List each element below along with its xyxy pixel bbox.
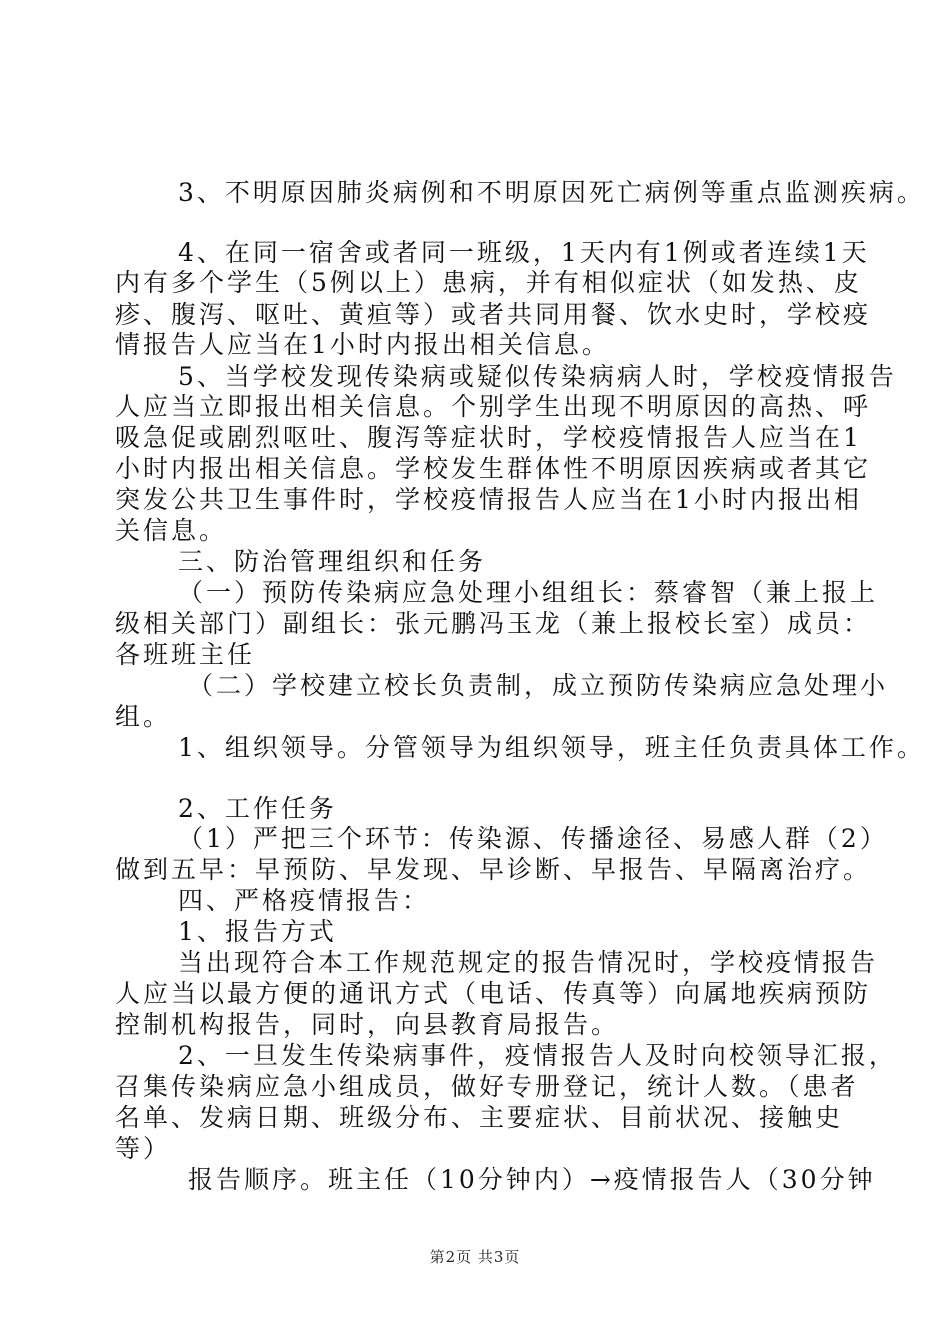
paragraph-line: 人应当立即报出相关信息。个别学生出现不明原因的高热、呼 xyxy=(115,392,872,421)
paragraph-line: 组。 xyxy=(115,702,172,731)
page-footer: 第2页 共3页 xyxy=(429,1248,521,1266)
section-heading: 四、严格疫情报告： xyxy=(178,886,431,915)
paragraph-line: 内有多个学生（5例以上）患病，并有相似症状（如发热、皮 xyxy=(115,268,862,297)
paragraph-line: 3、不明原因肺炎病例和不明原因死亡病例等重点监测疾病。 xyxy=(178,178,925,207)
paragraph-line: 级相关部门）副组长：张元鹏冯玉龙（兼上报校长室）成员： xyxy=(115,609,872,638)
paragraph-line: （1）严把三个环节：传染源、传播途径、易感人群（2） xyxy=(178,824,888,853)
paragraph-line: 1、组织领导。分管领导为组织领导，班主任负责具体工作。 xyxy=(178,733,925,762)
paragraph-line: 报告顺序。班主任（10分钟内）→疫情报告人（30分钟 xyxy=(188,1165,876,1194)
paragraph-line: 5、当学校发现传染病或疑似传染病病人时，学校疫情报告 xyxy=(178,362,897,391)
paragraph-line: 做到五早：早预防、早发现、早诊断、早报告、早隔离治疗。 xyxy=(115,855,872,884)
paragraph-line: （一）预防传染病应急处理小组组长：蔡睿智（兼上报上 xyxy=(178,578,879,607)
paragraph-line: （二）学校建立校长负责制，成立预防传染病应急处理小 xyxy=(188,671,889,700)
section-heading: 三、防治管理组织和任务 xyxy=(178,547,487,576)
paragraph-line: 召集传染病应急小组成员，做好专册登记，统计人数。（患者 xyxy=(115,1072,859,1101)
paragraph-line: 关信息。 xyxy=(115,516,228,545)
paragraph-line: 突发公共卫生事件时，学校疫情报告人应当在1小时内报出相 xyxy=(115,485,862,514)
paragraph-line: 小时内报出相关信息。学校发生群体性不明原因疾病或者其它 xyxy=(115,454,872,483)
paragraph-line: 吸急促或剧烈呕吐、腹泻等症状时，学校疫情报告人应当在1 xyxy=(115,423,862,452)
paragraph-line: 各班班主任 xyxy=(115,640,256,669)
paragraph-line: 2、工作任务 xyxy=(178,794,337,823)
paragraph-line: 等） xyxy=(115,1134,172,1163)
paragraph-line: 1、报告方式 xyxy=(178,917,337,946)
paragraph-line: 2、一旦发生传染病事件，疫情报告人及时向校领导汇报， xyxy=(178,1041,897,1070)
paragraph-line: 人应当以最方便的通讯方式（电话、传真等）向属地疾病预防 xyxy=(115,979,872,1008)
paragraph-line: 疹、腹泻、呕吐、黄疸等）或者共同用餐、饮水史时，学校疫 xyxy=(115,300,872,329)
paragraph-line: 当出现符合本工作规范规定的报告情况时，学校疫情报告 xyxy=(178,948,879,977)
paragraph-line: 4、在同一宿舍或者同一班级，1天内有1例或者连续1天 xyxy=(178,238,870,267)
paragraph-line: 名单、发病日期、班级分布、主要症状、目前状况、接触史 xyxy=(115,1103,844,1132)
paragraph-line: 情报告人应当在1小时内报出相关信息。 xyxy=(115,330,610,359)
paragraph-line: 控制机构报告，同时，向县教育局报告。 xyxy=(115,1010,620,1039)
